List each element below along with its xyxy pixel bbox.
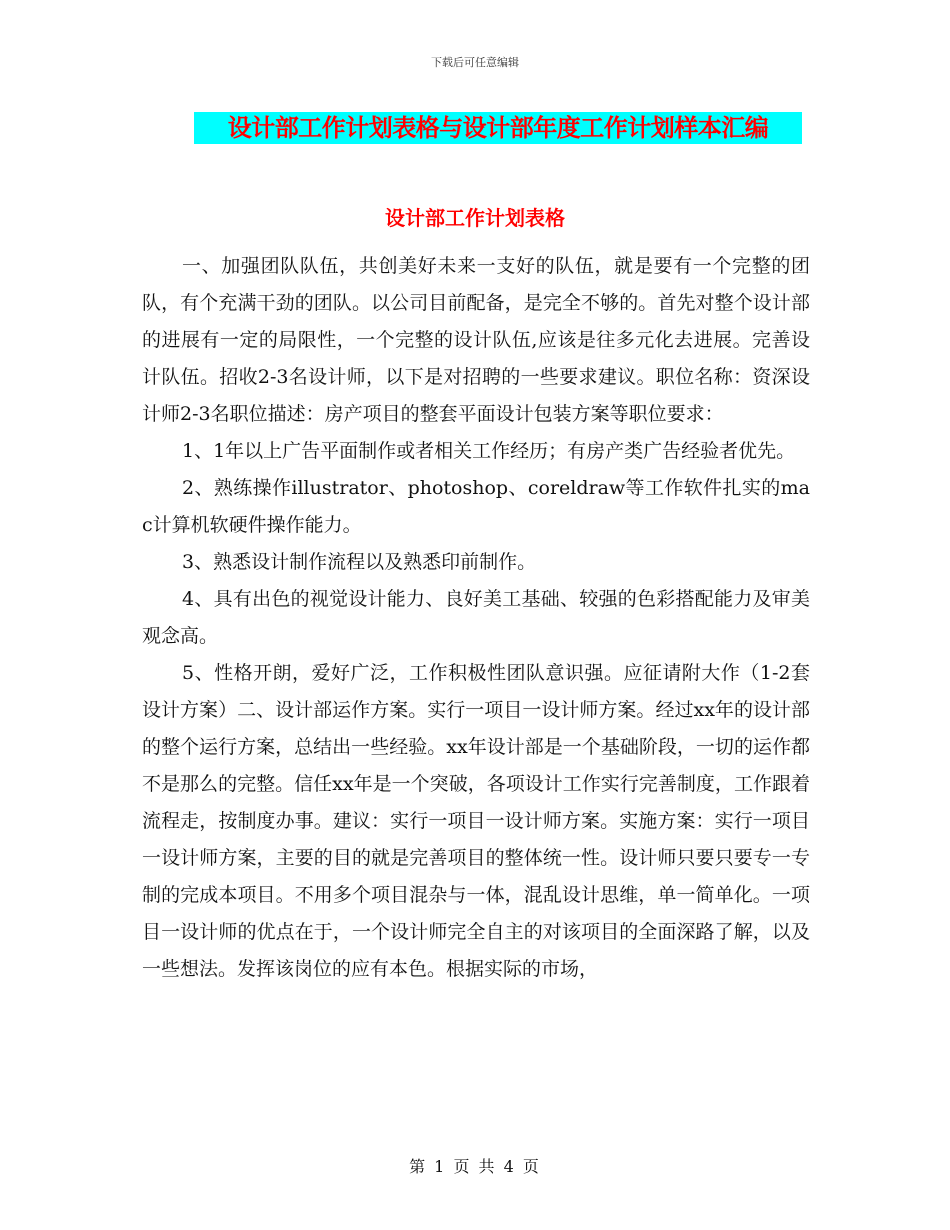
paragraph: 一、加强团队队伍，共创美好未来一支好的队伍，就是要有一个完整的团队，有个充满干劲的团队。以公司目前配备，是完全不够的。首先对整个设计部的进展有一定的局限性，一个完整的设计队伍,应该是往多元化去进展。完善设计队伍。招收2-3名设计师，以下是对招聘的一些要求建议。职位名称：资深设计师2-3名职位描述：房产项目的整套平面设计包装方案等职位要求：	[142, 255, 810, 425]
page-header-note: 下载后可任意编辑	[431, 56, 519, 69]
document-body	[142, 248, 810, 988]
paragraph: 3、熟悉设计制作流程以及熟悉印前制作。	[182, 551, 537, 573]
paragraph: 4、具有出色的视觉设计能力、良好美工基础、较强的色彩搭配能力及审美观念高。	[142, 588, 810, 647]
section-title: 设计部工作计划表格	[385, 206, 565, 230]
paragraph: 5、性格开朗，爱好广泛，工作积极性团队意识强。应征请附大作（1-2套设计方案）二、设计部运作方案。实行一项目一设计师方案。经过xx年的设计部的整个运行方案，总结出一些经验。xx年设计部是一个基础阶段，一切的运作都不是那么的完整。信任xx年是一个突破，各项设计工作实行完善制度，工作跟着流程走，按制度办事。建议：实行一项目一设计师方案。实施方案：实行一项目一设计师方案，主要的目的就是完善项目的整体统一性。设计师只要只要专一专制的完成本项目。不用多个项目混杂与一体，混乱设计思维，单一简单化。一项目一设计师的优点在于，一个设计师完全自主的对该项目的全面深路了解，以及一些想法。发挥该岗位的应有本色。根据实际的市场，	[142, 662, 810, 980]
main-title: 设计部工作计划表格与设计部年度工作计划样本汇编	[227, 113, 769, 142]
main-title-highlight	[194, 112, 802, 144]
paragraph: 1、1年以上广告平面制作或者相关工作经历；有房产类广告经验者优先。	[182, 440, 796, 462]
page-footer: 第 1 页 共 4 页	[409, 1157, 541, 1176]
paragraph: 2、熟练操作illustrator、photoshop、coreldraw等工作软件扎实的mac计算机软硬件操作能力。	[142, 477, 810, 536]
